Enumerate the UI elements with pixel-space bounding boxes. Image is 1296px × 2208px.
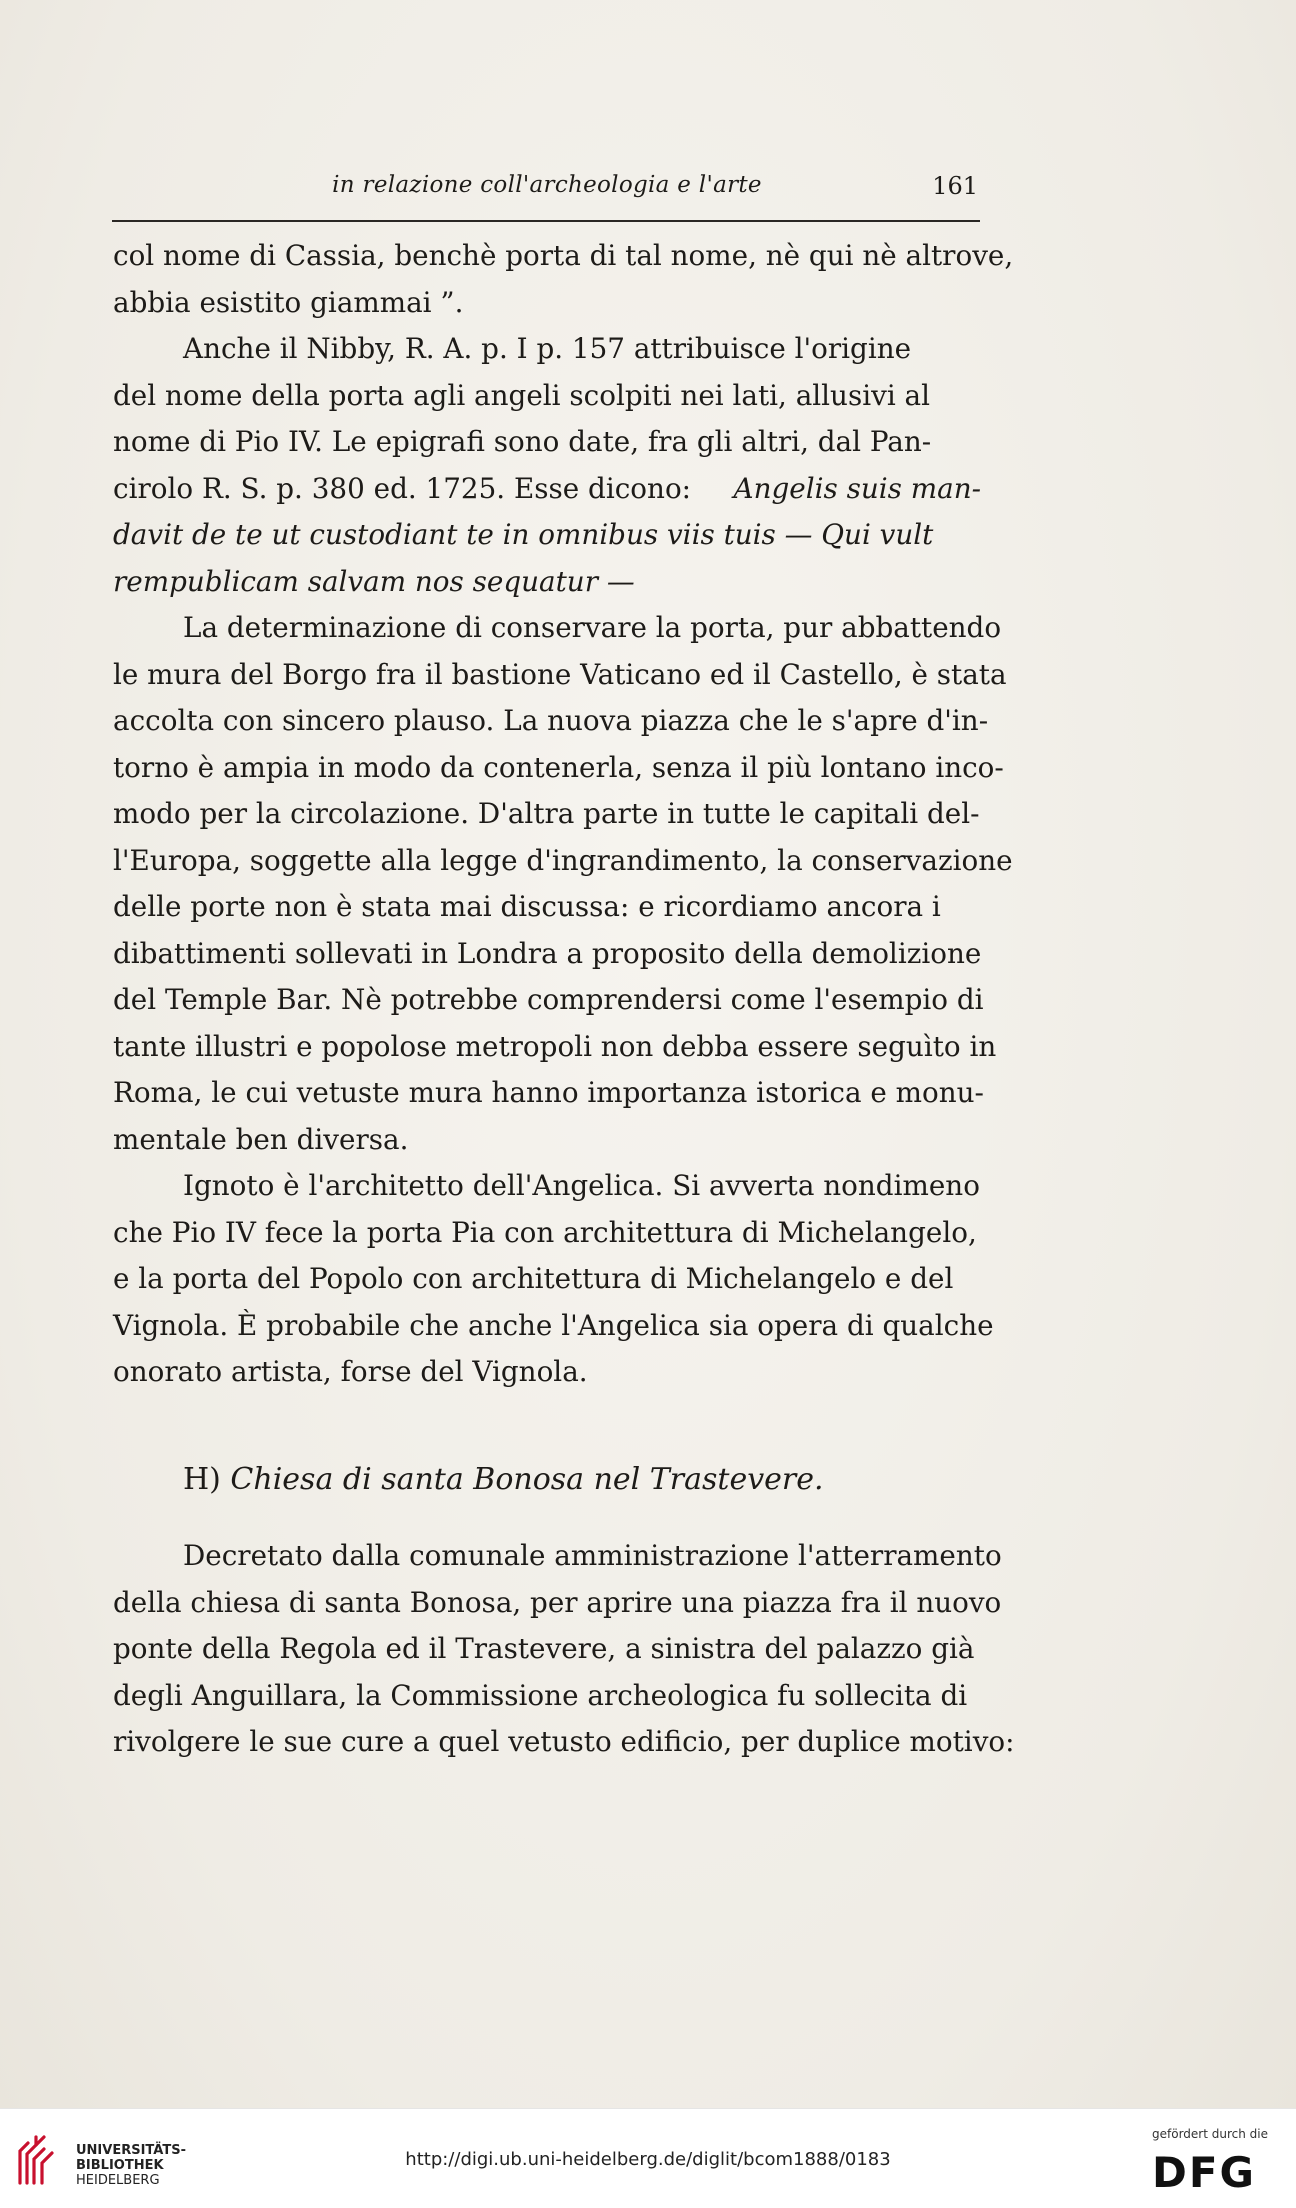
text-line: rivolgere le sue cure a quel vetusto edificio, per duplice motivo: [113,1725,1015,1758]
running-title: in relazione coll'archeologia e l'arte [332,172,762,198]
dfg-logo-icon [1152,2151,1286,2191]
text-line: degli Anguillara, la Commissione archeologica fu sollecita di [113,1678,968,1712]
text-line: Vignola. È probabile che anche l'Angelica sia opera di qualche [113,1308,994,1342]
text-line: l'Europa, soggette alla legge d'ingrandimento, la conservazione [113,843,1013,877]
body-text-section-h [113,1533,1015,1766]
text-line: del Temple Bar. Nè potrebbe comprendersi come l'esempio di [113,983,984,1016]
text-line [113,1349,981,1396]
text-line: torno è ampia in modo da contenerla, senza il più lontano inco- [113,750,1004,784]
text-line: tante illustri e popolose metropoli non debba essere seguìto in [113,1029,997,1063]
text-line-italic [113,512,981,559]
text-line: del nome della porta agli angeli scolpiti nei lati, allusivi al [113,378,931,412]
text-line-roman: cirolo R. S. p. 380 ed. 1725. Esse dicono: [113,471,692,505]
text-line-italic: Angelis suis man- [733,471,981,505]
latin-quote: rempublicam salvam nos sequatur — [113,564,635,598]
header-rule [112,220,980,222]
text-line-content: abbia esistito giammai ”. [113,285,464,319]
text-line: Ignoto è l'architetto dell'Angelica. Si avverta nondimeno [183,1169,980,1202]
page-number: 161 [932,172,978,200]
library-line: BIBLIOTHEK [76,2158,164,2173]
library-line: HEIDELBERG [76,2173,160,2188]
text-line: Decretato dalla comunale amministrazione l'atterramento [183,1539,1002,1572]
text-line: modo per la circolazione. D'altra parte in tutte le capitali del- [113,797,980,830]
text-line-content: onorato artista, forse del Vignola. [113,1355,588,1388]
section-title: Chiesa di santa Bonosa nel Trastevere. [230,1462,824,1497]
text-line: accolta con sincero plauso. La nuova piazza che le s'apre d'in- [113,704,989,737]
text-line-content: mentale ben diversa. [113,1122,409,1156]
text-line: della chiesa di santa Bonosa, per aprire una piazza fra il nuovo [113,1585,1002,1619]
dfg-logo-text: DFG [1152,2151,1257,2191]
section-number: H) [183,1462,221,1497]
permalink-url[interactable]: http://digi.ub.uni-heidelberg.de/diglit/bcom1888/0183 [405,2149,891,2170]
text-line: La determinazione di conservare la porta, pur abbattendo [183,611,1002,644]
section-heading [183,1454,824,1506]
text-line: nome di Pio IV. Le epigrafi sono date, fra gli altri, dal Pan- [113,425,932,458]
body-text [113,233,1014,1396]
funding-note: gefördert durch die [1152,2127,1268,2141]
text-line: che Pio IV fece la porta Pia con architettura di Michelangelo, [113,1215,977,1249]
text-line: Anche il Nibby, R. A. p. I p. 157 attribuisce l'origine [183,332,912,365]
text-line: le mura del Borgo fra il bastione Vaticano ed il Castello, è stata [113,657,1007,691]
text-line [113,466,981,513]
digitization-footer [0,2108,1296,2208]
text-line: col nome di Cassia, benchè porta di tal nome, nè qui nè altrove, [113,239,1014,272]
text-line: Roma, le cui vetuste mura hanno importanza istorica e monu- [113,1076,984,1109]
running-head [112,172,982,212]
text-line: delle porte non è stata mai discussa: e ricordiamo ancora i [113,890,941,923]
text-line-italic [113,559,981,606]
text-line [113,1117,981,1164]
text-line: ponte della Regola ed il Trastevere, a sinistra del palazzo già [113,1632,975,1665]
latin-quote: davit de te ut custodiant te in omnibus viis tuis — Qui vult [113,518,934,551]
library-line: UNIVERSITÄTS- [76,2143,186,2158]
text-line [113,280,981,327]
text-line: e la porta del Popolo con architettura di Michelangelo e del [113,1262,954,1295]
text-line: dibattimenti sollevati in Londra a proposito della demolizione [113,936,982,970]
